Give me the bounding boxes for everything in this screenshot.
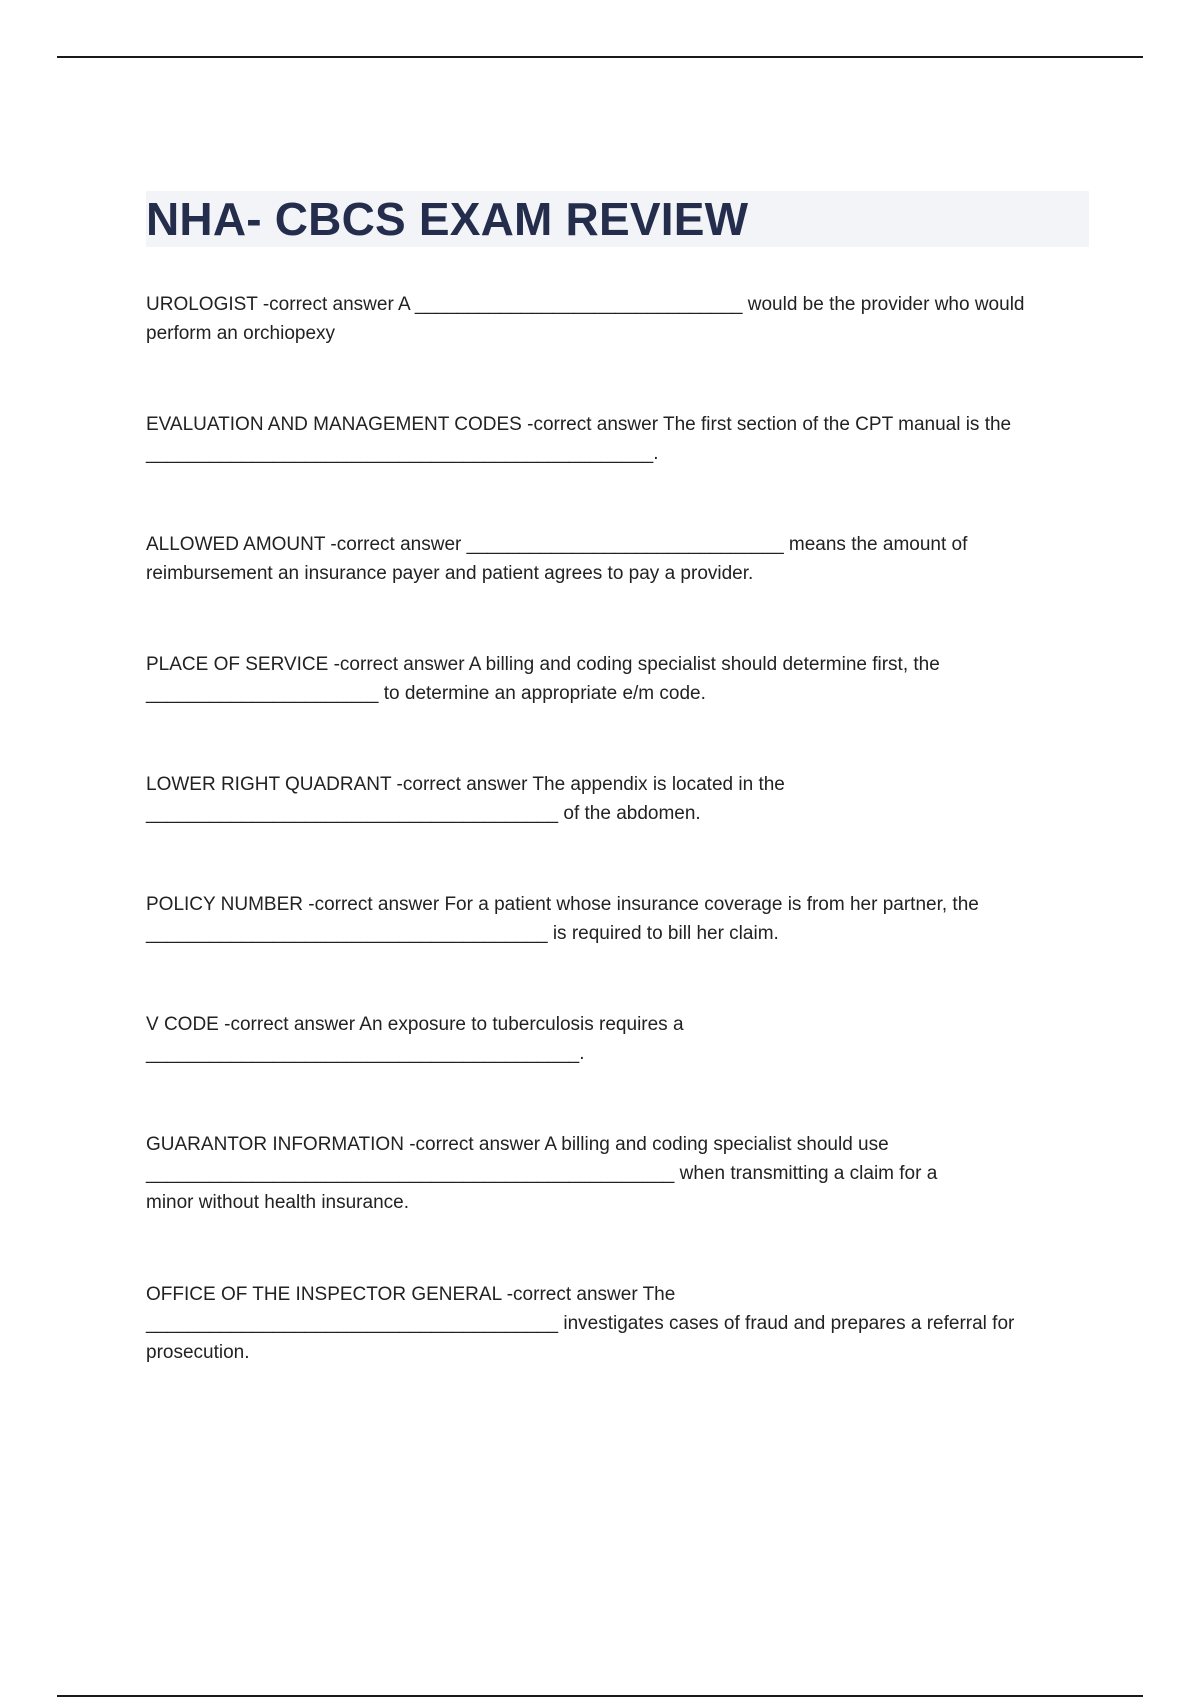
item-term: OFFICE OF THE INSPECTOR GENERAL [146, 1284, 502, 1305]
item-term: POLICY NUMBER [146, 894, 303, 915]
top-rule [57, 56, 1143, 58]
review-item-place-of-service [146, 650, 976, 708]
item-term: GUARANTOR INFORMATION [146, 1134, 404, 1155]
item-term: PLACE OF SERVICE [146, 654, 329, 675]
bottom-rule [57, 1695, 1143, 1697]
item-text: -correct answer For a patient whose insurance coverage is from her partner, the ______________________________________ is required to bill her claim. [146, 894, 979, 944]
review-item-allowed-amount [146, 530, 1006, 588]
item-text: -correct answer A billing and coding specialist should determine first, the ______________________ to determine an appropriate e/m code. [146, 654, 940, 704]
item-term: EVALUATION AND MANAGEMENT CODES [146, 414, 522, 435]
review-item-policy-number [146, 890, 1036, 948]
review-item-v-code [146, 1010, 746, 1068]
item-term: UROLOGIST [146, 294, 258, 315]
item-text: -correct answer A billing and coding specialist should use __________________________________________________ when transmitting a claim for a minor without health insurance. [146, 1134, 938, 1213]
review-item-office-inspector-general [146, 1280, 1086, 1367]
review-item-lower-right-quadrant [146, 770, 846, 828]
review-item-urologist [146, 290, 1086, 348]
item-term: V CODE [146, 1014, 219, 1035]
page-title: NHA- CBCS EXAM REVIEW [146, 193, 749, 245]
item-text: -correct answer The _______________________________________ investigates cases of fraud and prepares a referral for prosecution. [146, 1284, 1015, 1363]
review-item-guarantor-information [146, 1130, 946, 1217]
item-term: ALLOWED AMOUNT [146, 534, 326, 555]
item-text: -correct answer An exposure to tuberculosis requires a _________________________________________. [146, 1014, 684, 1064]
item-text: -correct answer The appendix is located in the _______________________________________ of the abdomen. [146, 774, 785, 824]
item-text: -correct answer The first section of the CPT manual is the ________________________________________________. [146, 414, 1012, 464]
item-text: -correct answer ______________________________ means the amount of reimbursement an insurance payer and patient agrees to pay a provider. [146, 534, 968, 584]
item-term: LOWER RIGHT QUADRANT [146, 774, 392, 795]
item-text: -correct answer A _______________________________ would be the provider who would perform an orchiopexy [146, 294, 1025, 344]
review-item-evaluation-management [146, 410, 1051, 468]
